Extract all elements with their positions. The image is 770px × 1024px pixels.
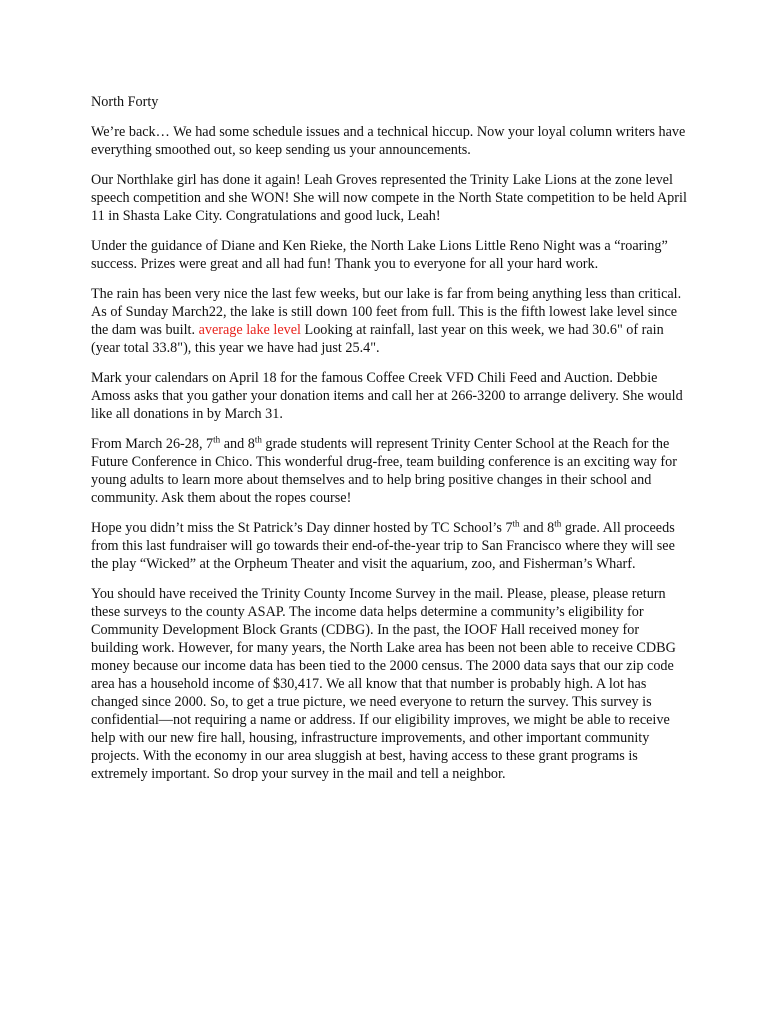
dinner-text-b: and 8 <box>519 520 555 536</box>
lake-level-text-before: The rain has been very nice the last few weeks, but our lake is far from being anything less than critical. As of Sunday March22, the lake is still down 100 feet from full. This is the fifth lowest lake level since the dam was built. <box>91 286 682 338</box>
conference-text-c: grade students will represent Trinity Center School at the Reach for the Future Conference in Chico. This wonderful drug-free, team building conference is an exciting way for young adults to learn more about themselves and to help bring positive changes in their school and community. Ask them about the ropes course! <box>91 436 677 506</box>
dinner-text-c: grade. All proceeds from this last fundraiser will go towards their end-of-the-year trip to San Francisco where they will see the play “Wicked” at the Orpheum Theater and visit the aquarium, zoo, and Fisherman’s Wharf. <box>91 520 675 572</box>
conference-text-a: From March 26-28, 7 <box>91 436 214 452</box>
ordinal-suffix: th <box>254 434 262 445</box>
average-lake-level-link[interactable]: average lake level <box>198 322 301 338</box>
article-body <box>91 93 687 795</box>
paragraph-st-patricks-dinner <box>91 519 687 573</box>
paragraph-intro: We’re back… We had some schedule issues and a technical hiccup. Now your loyal column writers have everything smoothed out, so keep sending us your announcements. <box>91 124 686 158</box>
paragraph-reach-conference <box>91 435 687 507</box>
ordinal-suffix: th <box>554 518 562 529</box>
paragraph-lake-level <box>91 285 687 357</box>
ordinal-suffix: th <box>512 518 520 529</box>
paragraph-chili-feed: Mark your calendars on April 18 for the famous Coffee Creek VFD Chili Feed and Auction. Debbie Amoss asks that you gather your donation items and call her at 266-3200 to arrange delivery. She would like all donations in by March 31. <box>91 370 683 422</box>
ordinal-suffix: th <box>213 434 221 445</box>
lake-level-text-after: Looking at rainfall, last year on this week, we had 30.6" of rain (year total 33.8"), this year we have had just 25.4". <box>91 322 664 356</box>
dinner-text-a: Hope you didn’t miss the St Patrick’s Day dinner hosted by TC School’s 7 <box>91 520 513 536</box>
paragraph-reno-night: Under the guidance of Diane and Ken Rieke, the North Lake Lions Little Reno Night was a “roaring” success. Prizes were great and all had fun! Thank you to everyone for all your hard work. <box>91 238 668 272</box>
column-title: North Forty <box>91 94 159 110</box>
paragraph-income-survey: You should have received the Trinity County Income Survey in the mail. Please, please, please return these surveys to the county ASAP. The income data helps determine a community’s eligibility for Community Development Block Grants (CDBG). In the past, the IOOF Hall received money for building work. However, for many years, the North Lake area has been not been able to receive CDBG money because our income data has been tied to the 2000 census. The 2000 data says that our zip code area has a household income of $30,417. We all know that that number is probably high. A lot has changed since 2000. So, to get a true picture, we need everyone to return the survey. This survey is confidential—not requiring a name or address. If our eligibility improves, we might be able to receive help with our new fire hall, housing, infrastructure improvements, and other important community projects. With the economy in our area sluggish at best, having access to these grant programs is extremely important. So drop your survey in the mail and tell a neighbor. <box>91 586 676 782</box>
paragraph-speech-competition: Our Northlake girl has done it again! Leah Groves represented the Trinity Lake Lions at the zone level speech competition and she WON! She will now compete in the North State competition to be held April 11 in Shasta Lake City. Congratulations and good luck, Leah! <box>91 172 687 224</box>
conference-text-b: and 8 <box>220 436 255 452</box>
